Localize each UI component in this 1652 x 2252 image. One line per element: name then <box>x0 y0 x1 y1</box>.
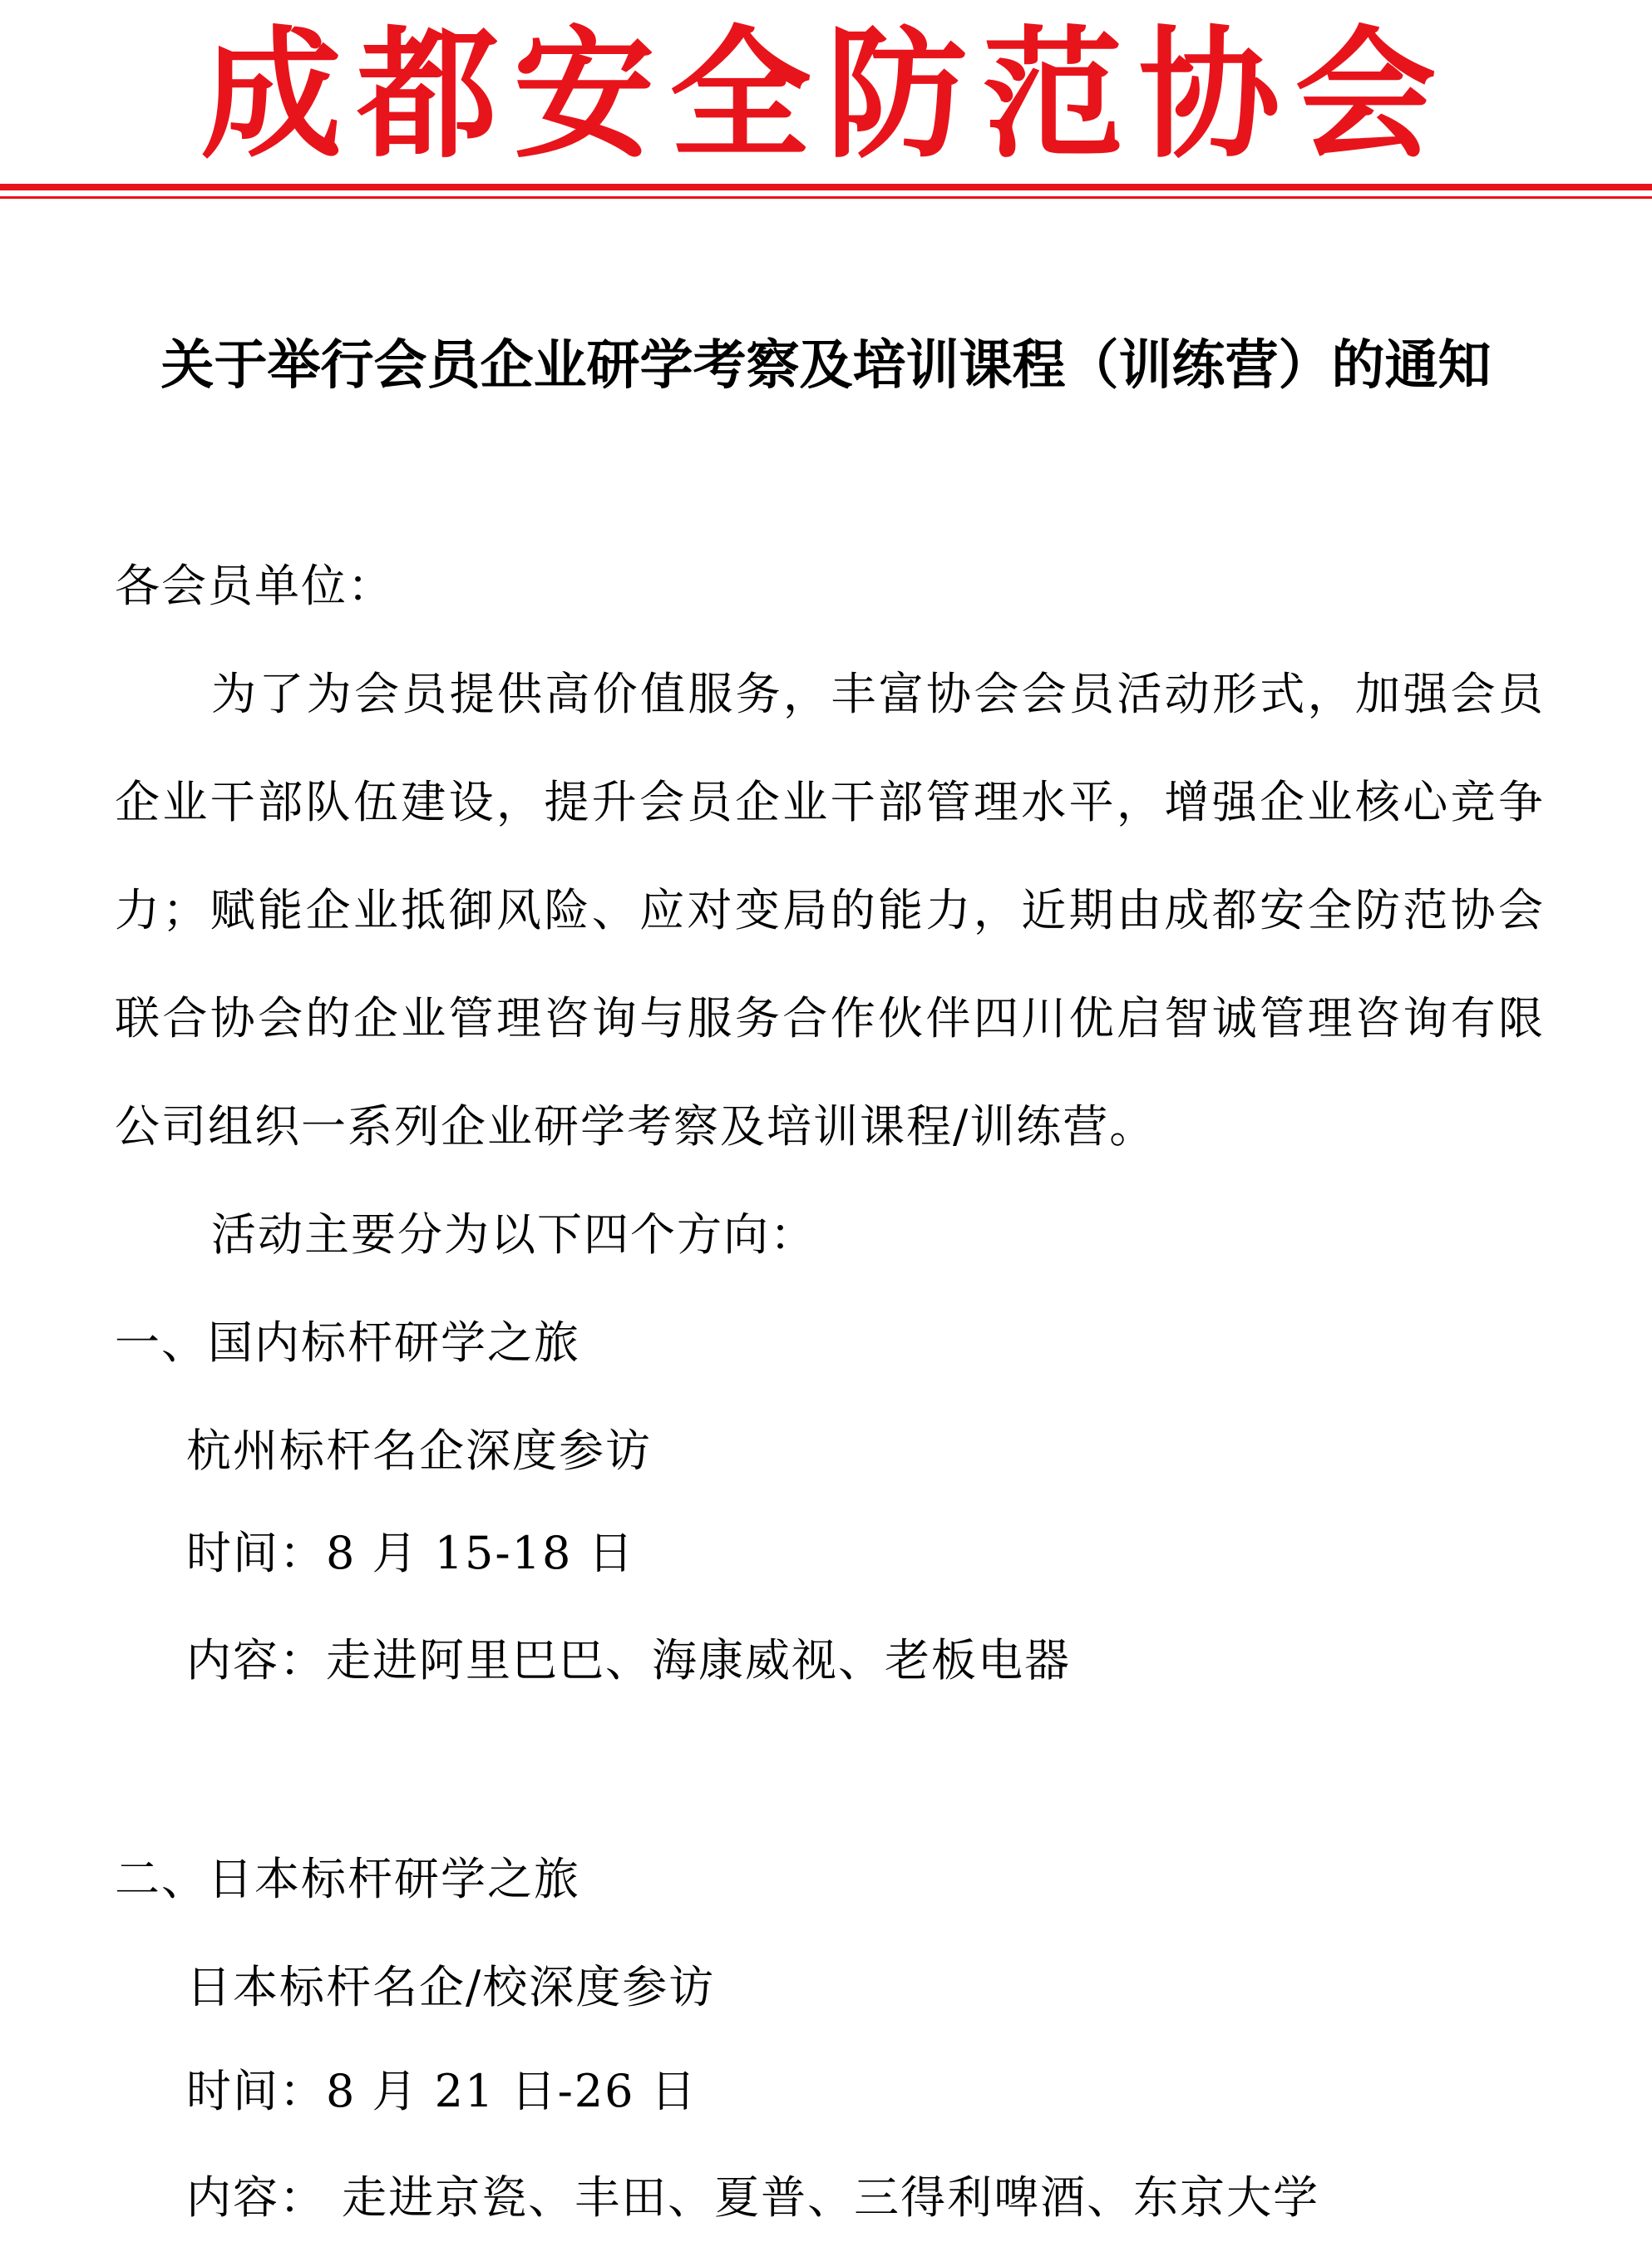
section-1-time: 时间：8 月 15-18 日 <box>186 1527 635 1579</box>
section-2-content: 内容： 走进京瓷、丰田、夏普、三得利啤酒、东京大学 <box>186 2171 1320 2224</box>
section-1-heading: 一、国内标杆研学之旅 <box>115 1316 580 1369</box>
section-2-time: 时间：8 月 21 日-26 日 <box>186 2065 698 2117</box>
section-2-subtitle: 日本标杆名企/校深度参访 <box>186 1961 716 2013</box>
letterhead-rule-thin <box>0 196 1652 199</box>
section-2-heading: 二、日本标杆研学之旅 <box>115 1853 580 1905</box>
directions-intro: 活动主要分为以下四个方向： <box>211 1208 816 1261</box>
salutation: 各会员单位： <box>115 560 394 612</box>
section-1-subtitle: 杭州标杆名企深度参访 <box>186 1425 652 1477</box>
intro-paragraph: 为了为会员提供高价值服务，丰富协会会员活动形式，加强会员企业干部队伍建设，提升会员企业干部管理水平，增强企业核心竞争力；赋能企业抵御风险、应对变局的能力，近期由成都安全防范协会联合协会的企业管理咨询与服务合作伙伴四川优启智诚管理咨询有限公司组织一系列企业研学考察及培训课程/训练营。 <box>115 668 1545 1153</box>
letterhead-rule-thick <box>0 184 1652 190</box>
document-title: 关于举行会员企业研学考察及培训课程（训练营）的通知 <box>160 335 1492 397</box>
letterhead-org-name: 成都安全防范协会 <box>200 13 1452 178</box>
section-1-content: 内容：走进阿里巴巴、海康威视、老板电器 <box>186 1634 1071 1687</box>
